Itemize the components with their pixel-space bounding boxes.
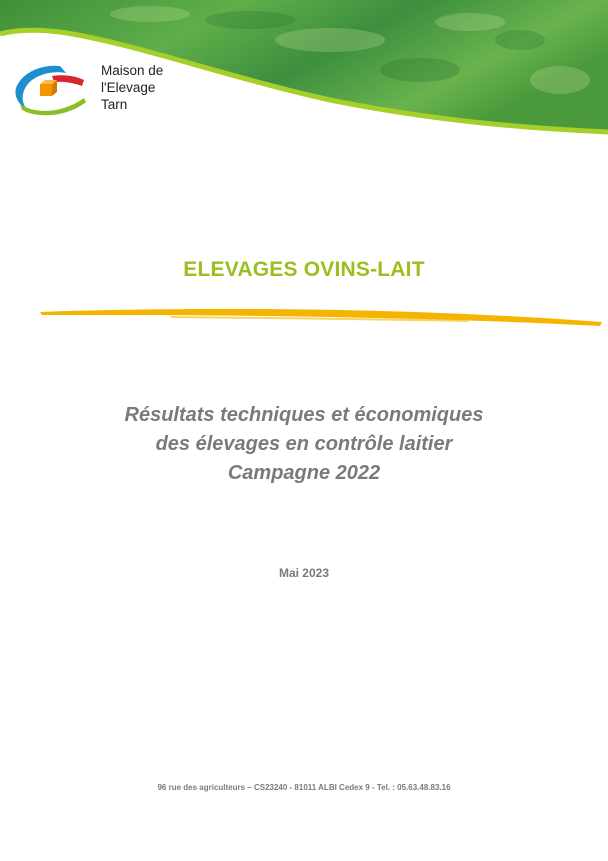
logo-line-1: Maison de	[101, 63, 164, 78]
footer-address: 96 rue des agriculteurs – CS23240 - 81011 ALBI Cedex 9 - Tel. : 05.63.48.83.16	[157, 783, 451, 792]
document-title: ELEVAGES OVINS-LAIT	[183, 258, 425, 281]
subtitle-line-3: Campagne 2022	[227, 462, 381, 484]
logo-swoosh-icon	[12, 60, 94, 116]
logo-text	[101, 62, 163, 113]
maison-elevage-logo	[12, 60, 182, 120]
document-subtitle	[0, 401, 608, 488]
logo-line-3: Tarn	[101, 97, 128, 112]
title-underline-brush	[40, 304, 602, 330]
subtitle-line-1: Résultats techniques et économiques	[124, 404, 484, 426]
logo-line-2: l'Elevage	[101, 80, 156, 95]
publication-date: Mai 2023	[278, 566, 330, 580]
subtitle-line-2: des élevages en contrôle laitier	[155, 433, 453, 455]
